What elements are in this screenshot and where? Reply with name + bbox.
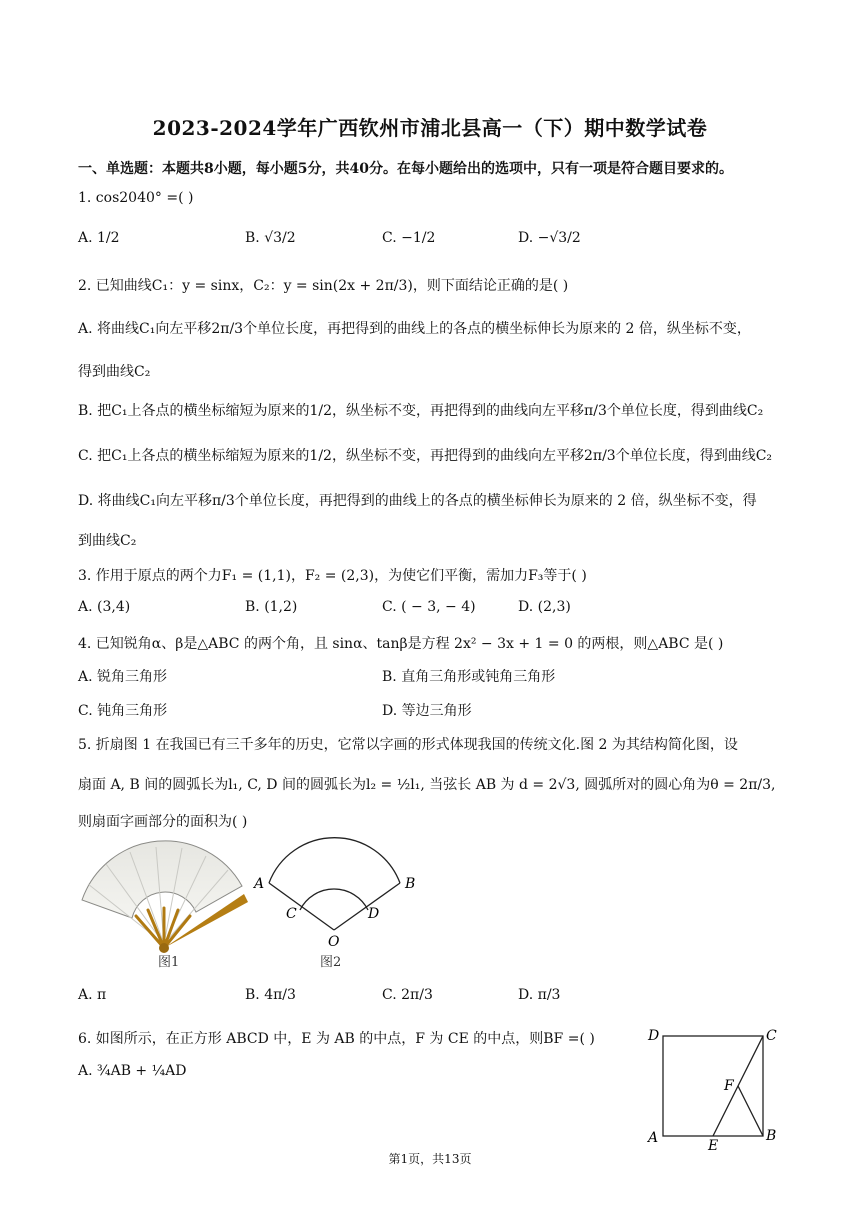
q1-option-b: B. √3/2	[245, 230, 296, 246]
q1-option-a: A. 1/2	[78, 230, 120, 246]
fig2-point-o: O	[328, 934, 340, 950]
q2-option-c: C. 把C₁上各点的横坐标缩短为原来的1/2，纵坐标不变，再把得到的曲线向左平移2π/3个单位长度，得到曲线C₂	[78, 448, 773, 464]
q2-option-a-line1: A. 将曲线C₁向左平移2π/3个单位长度，再把得到的曲线上的各点的横坐标伸长为原来的 2 倍，纵坐标不变，	[78, 321, 751, 337]
q5-line3: 则扇面字画部分的面积为( )	[78, 814, 248, 830]
q1-stem: 1. cos2040° =( )	[78, 190, 194, 206]
sq-point-d: D	[648, 1028, 660, 1044]
q5-line2: 扇面 A, B 间的圆弧长为l₁, C, D 间的圆弧长为l₂ = ½l₁, 当弦长 AB 为 d = 2√3, 圆弧所对的圆心角为θ = 2π/3,	[78, 777, 776, 793]
q5-option-a: A. π	[78, 987, 107, 1003]
q5-line1: 5. 折扇图 1 在我国已有三千多年的历史，它常以字画的形式体现我国的传统文化.图 2 为其结构简化图，设	[78, 737, 738, 753]
sq-point-f: F	[724, 1078, 734, 1094]
q6-option-a: A. ¾AB + ¼AD	[78, 1063, 187, 1079]
q5-option-b: B. 4π/3	[245, 987, 296, 1003]
sq-point-a: A	[648, 1130, 659, 1146]
q1-option-d: D. −√3/2	[518, 230, 581, 246]
figure-square-abcd	[640, 1022, 785, 1152]
sq-point-b: B	[766, 1128, 777, 1144]
figure-2-diagram	[250, 836, 430, 972]
q2-option-d-line2: 到曲线C₂	[78, 533, 137, 549]
q3-option-d: D. (2,3)	[518, 599, 571, 615]
figure-1-fan	[78, 836, 268, 972]
q5-option-d: D. π/3	[518, 987, 561, 1003]
q2-option-d-line1: D. 将曲线C₁向左平移π/3个单位长度，再把得到的曲线上的各点的横坐标伸长为原来的 2 倍，纵坐标不变，得	[78, 493, 757, 509]
q5-option-c: C. 2π/3	[382, 987, 433, 1003]
fig2-point-d: D	[368, 906, 380, 922]
fig2-point-c: C	[286, 906, 297, 922]
q6-stem: 6. 如图所示，在正方形 ABCD 中，E 为 AB 的中点，F 为 CE 的中点，则BF =( )	[78, 1031, 595, 1047]
q2-option-b: B. 把C₁上各点的横坐标缩短为原来的1/2，纵坐标不变，再把得到的曲线向左平移π/3个单位长度，得到曲线C₂	[78, 403, 764, 419]
q4-option-a: A. 锐角三角形	[78, 669, 168, 685]
fig2-point-b: B	[405, 876, 416, 892]
fig2-point-a: A	[254, 876, 265, 892]
q2-stem: 2. 已知曲线C₁：y = sinx，C₂：y = sin(2x + 2π/3)，则下面结论正确的是( )	[78, 278, 569, 294]
q3-option-a: A. (3,4)	[78, 599, 131, 615]
q2-option-a-line2: 得到曲线C₂	[78, 364, 151, 380]
fig1-label: 图1	[158, 955, 180, 970]
page-footer: 第1页，共13页	[388, 1152, 472, 1166]
sq-point-c: C	[766, 1028, 777, 1044]
page-title: 2023-2024学年广西钦州市浦北县高一（下）期中数学试卷	[152, 116, 708, 140]
q3-option-c: C. ( − 3, − 4)	[382, 599, 476, 615]
q3-option-b: B. (1,2)	[245, 599, 298, 615]
q4-stem: 4. 已知锐角α、β是△ABC 的两个角，且 sinα、tanβ是方程 2x² − 3x + 1 = 0 的两根，则△ABC 是( )	[78, 636, 724, 652]
section-heading: 一、单选题：本题共8小题，每小题5分，共40分。在每小题给出的选项中，只有一项是符合题目要求的。	[78, 161, 733, 177]
q4-option-b: B. 直角三角形或钝角三角形	[382, 669, 556, 685]
sq-point-e: E	[708, 1138, 719, 1152]
fig2-label: 图2	[320, 955, 342, 970]
q1-option-c: C. −1/2	[382, 230, 436, 246]
q4-option-c: C. 钝角三角形	[78, 703, 168, 719]
q3-stem: 3. 作用于原点的两个力F₁ = (1,1)，F₂ = (2,3)，为使它们平衡，需加力F₃等于( )	[78, 568, 587, 584]
q4-option-d: D. 等边三角形	[382, 703, 472, 719]
